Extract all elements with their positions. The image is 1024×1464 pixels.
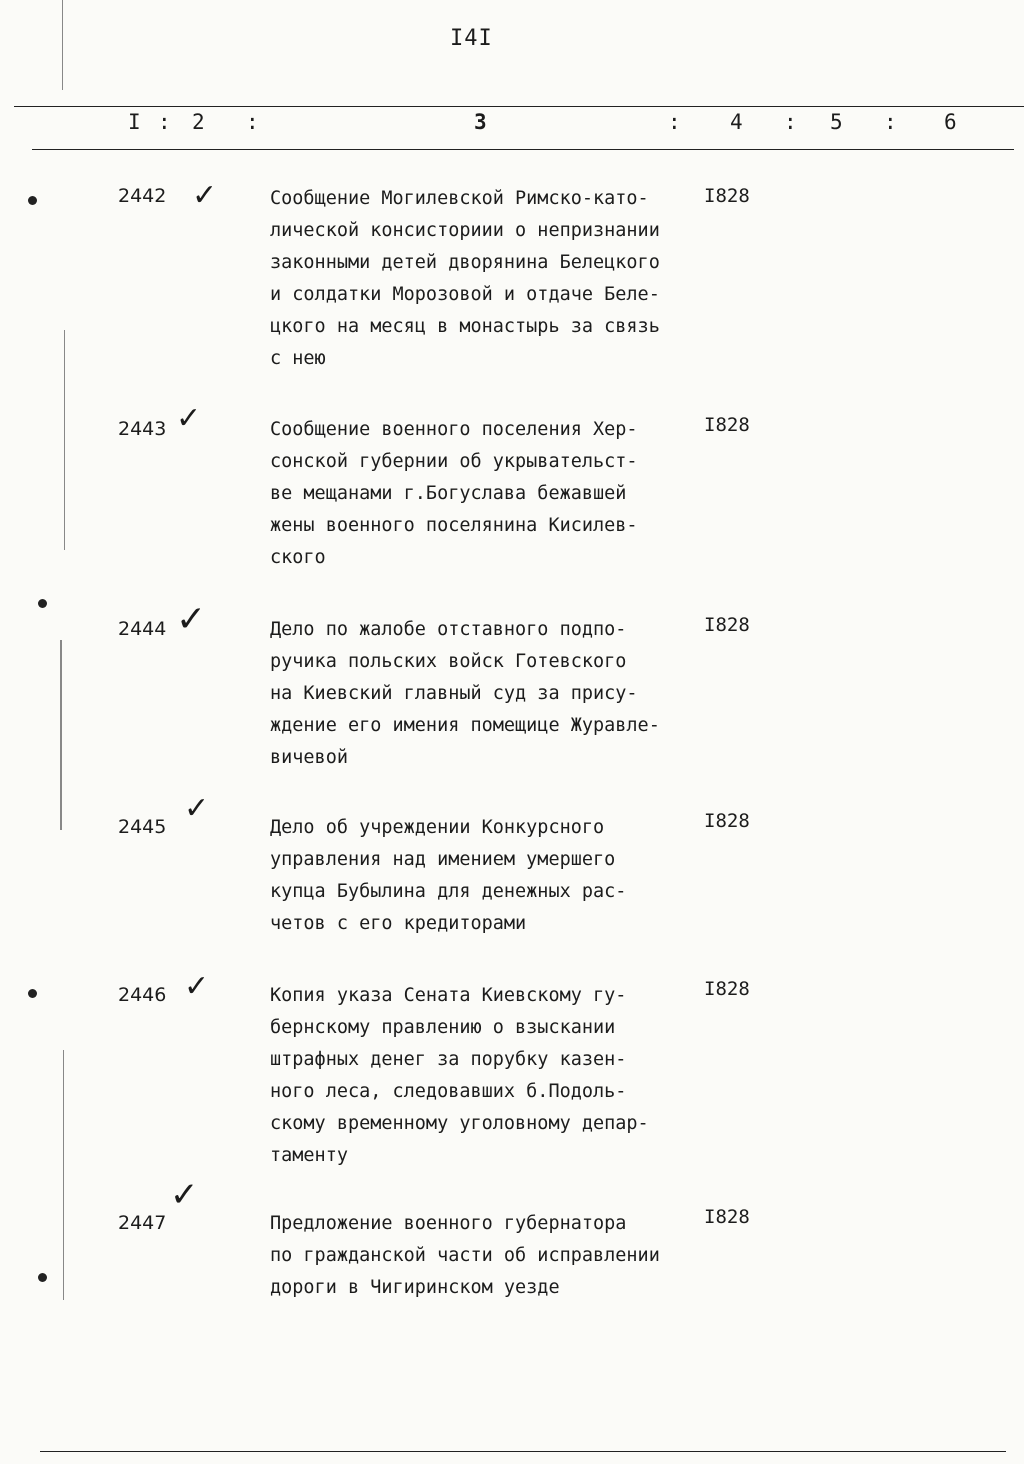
- col-sep: :: [158, 110, 171, 134]
- entry-number: 2447: [118, 1212, 167, 1234]
- entry-text: Сообщение Могилевской Римско-като- лической консисториии о непризнании законными детей дворянина Белецкого и солдатки Морозовой и отдаче Беле- цкого на месяц в монастырь за связь с нею: [270, 188, 660, 369]
- col-6: 6: [944, 110, 957, 134]
- punch-hole: [28, 196, 37, 205]
- entry-number: 2444: [118, 618, 167, 640]
- margin-line: [62, 0, 63, 90]
- col-sep: :: [784, 110, 797, 134]
- footer-rule: [40, 1451, 1006, 1452]
- col-5: 5: [830, 110, 843, 134]
- entry-number: 2446: [118, 984, 167, 1006]
- check-mark-icon: ✓: [192, 178, 218, 213]
- col-3: 3: [474, 110, 487, 134]
- col-4: 4: [730, 110, 743, 134]
- entry-year: I828: [704, 978, 750, 1000]
- punch-hole: [38, 1273, 47, 1282]
- entry-text: Копия указа Сената Киевскому гу- бернскому правлению о взыскании штрафных денег за порубку казен- ного леса, следовавших б.Подоль- скому временному уголовному депар- таменту: [270, 985, 649, 1166]
- entry-year: I828: [704, 614, 750, 636]
- entry-text: Предложение военного губернатора по гражданской части об исправлении дороги в Чигиринском уезде: [270, 1213, 660, 1298]
- page-number: I4I: [450, 26, 493, 51]
- entry-text: Дело по жалобе отставного подпо- ручика польских войск Готевского на Киевский главный суд за прису- ждение его имения помещице Журавле- вичевой: [270, 619, 660, 768]
- col-sep: :: [884, 110, 897, 134]
- col-1: I: [128, 110, 141, 134]
- header-rule-top: [14, 106, 1024, 107]
- entry-text: Дело об учреждении Конкурсного управления над имением умершего купца Бубылина для денежных рас- четов с его кредиторами: [270, 817, 627, 934]
- margin-line: [64, 330, 65, 550]
- entry-year: I828: [704, 414, 750, 436]
- margin-line: [60, 640, 62, 830]
- entry-year: I828: [704, 810, 750, 832]
- entry-number: 2442: [118, 185, 167, 207]
- entry-year: I828: [704, 185, 750, 207]
- punch-hole: [38, 599, 47, 608]
- punch-hole: [28, 989, 37, 998]
- check-mark-icon: ✓: [170, 1175, 199, 1215]
- entry-text: Сообщение военного поселения Хер- сонской губернии об укрывательст- ве мещанами г.Богуслава бежавшей жены военного поселянина Кисилев- ского: [270, 419, 638, 568]
- entry-number: 2445: [118, 816, 167, 838]
- header-rule-bottom: [32, 149, 1014, 150]
- col-sep: :: [668, 110, 681, 134]
- check-mark-icon: ✓: [176, 401, 202, 436]
- entry-year: I828: [704, 1206, 750, 1228]
- check-mark-icon: ✓: [184, 969, 210, 1004]
- margin-line: [63, 1050, 64, 1300]
- check-mark-icon: ✓: [184, 791, 210, 826]
- entry-number: 2443: [118, 418, 167, 440]
- col-2: 2: [192, 110, 205, 134]
- col-sep: :: [246, 110, 259, 134]
- check-mark-icon: ✓: [176, 599, 207, 640]
